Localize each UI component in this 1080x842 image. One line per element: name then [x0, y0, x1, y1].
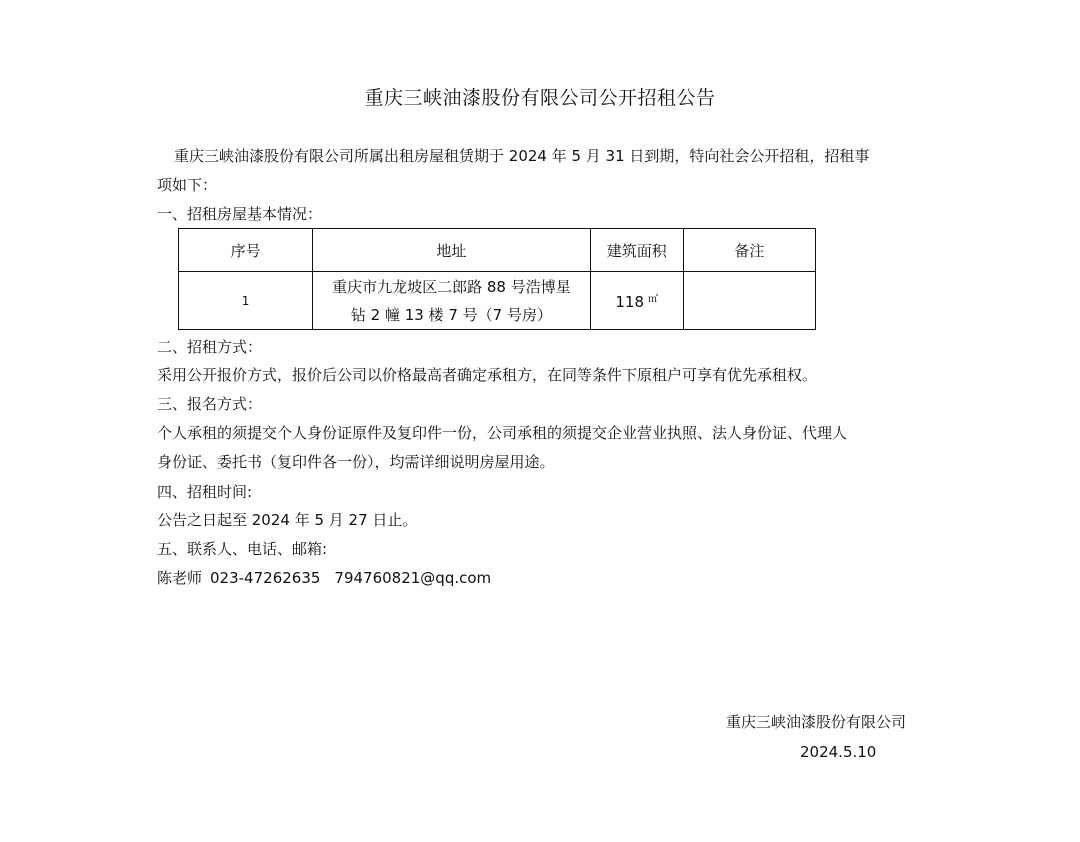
signature-date: 2024.5.10 [800, 743, 877, 761]
contact-name: 陈老师 [157, 569, 203, 587]
column-header-address: 地址 [313, 229, 590, 272]
intro-line-1: 重庆三峡油漆股份有限公司所属出租房屋租赁期于 2024 年 5 月 31 日到期，特向社会公开招租，招租事 [174, 147, 870, 165]
cell-area [590, 272, 683, 330]
table-header-row [179, 229, 816, 272]
table-row [179, 272, 816, 330]
cell-remark [683, 272, 815, 330]
section-5-heading: 五、联系人、电话、邮箱: [157, 540, 328, 558]
area-value: 118 [615, 293, 645, 311]
section-4-text: 公告之日起至 2024 年 5 月 27 日止。 [157, 511, 418, 529]
cell-seq: 1 [179, 272, 313, 330]
document-title: 重庆三峡油漆股份有限公司公开招租公告 [364, 87, 716, 109]
column-header-seq: 序号 [179, 229, 313, 272]
column-header-area: 建筑面积 [590, 229, 683, 272]
area-unit: ㎡ [648, 294, 659, 305]
section-1-heading: 一、招租房屋基本情况： [157, 205, 323, 223]
contact-line [157, 567, 491, 589]
address-line-1: 重庆市九龙坡区二郎路 88 号浩博星 [332, 277, 571, 296]
section-3-heading: 三、报名方式： [157, 395, 263, 413]
contact-phone: 023-47262635 [210, 569, 321, 587]
signature-company: 重庆三峡油漆股份有限公司 [726, 713, 907, 731]
intro-line-2: 项如下： [157, 176, 218, 194]
section-2-text: 采用公开报价方式，报价后公司以价格最高者确定承租方，在同等条件下原租户可享有优先承租权。 [157, 366, 818, 384]
section-3-text-line-2: 身份证、委托书（复印件各一份），均需详细说明房屋用途。 [157, 453, 555, 471]
contact-email: 794760821@qq.com [334, 569, 492, 587]
rental-property-table [178, 228, 816, 330]
section-3-text-line-1: 个人承租的须提交个人身份证原件及复印件一份，公司承租的须提交企业营业执照、法人身份证、代理人 [157, 424, 848, 442]
column-header-remark: 备注 [683, 229, 815, 272]
address-line-2: 钻 2 幢 13 楼 7 号（7 号房） [350, 305, 552, 324]
cell-address [313, 272, 590, 330]
section-2-heading: 二、招租方式： [157, 338, 263, 356]
section-4-heading: 四、招租时间: [157, 483, 253, 501]
